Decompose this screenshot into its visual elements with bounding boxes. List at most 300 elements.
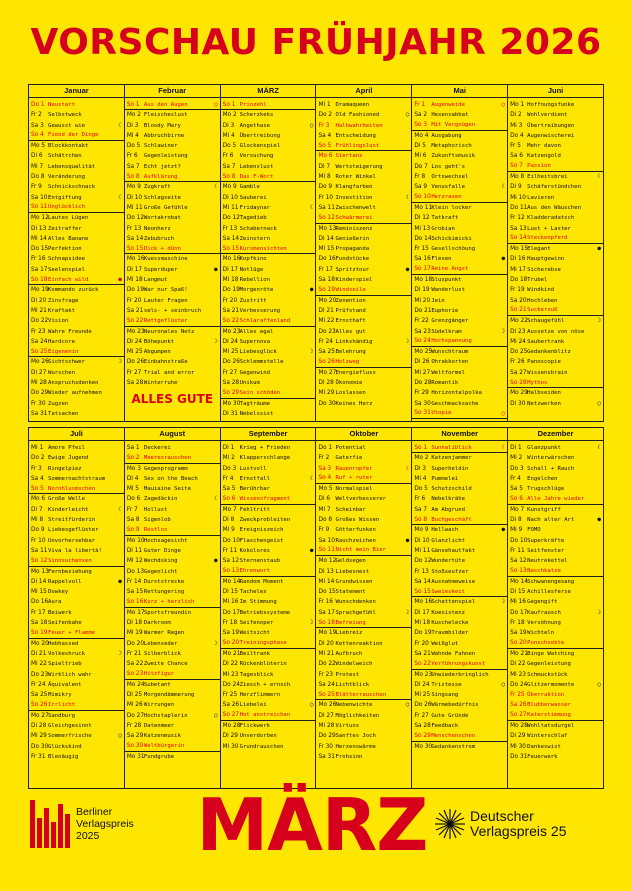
- day-row: [508, 285, 603, 295]
- day-word: Liebesnest: [335, 568, 370, 575]
- day-row: [508, 639, 603, 649]
- moon-phase-icon: ○: [214, 101, 218, 108]
- day-date: Do 31: [510, 753, 528, 760]
- day-date: Do 24: [510, 681, 528, 688]
- day-row: [221, 337, 316, 347]
- day-date: Di 24: [222, 338, 238, 345]
- moon-phase-icon: ☾: [405, 193, 410, 201]
- day-date: Mi 17: [510, 266, 526, 273]
- day-row: [221, 608, 316, 618]
- day-row: [221, 546, 316, 556]
- day-word: Hochsagesicht: [143, 537, 188, 544]
- day-row: [412, 742, 507, 752]
- day-word: Singsang: [431, 692, 459, 699]
- dvp-line-2: Verlagspreis 25: [470, 823, 567, 839]
- day-word: Warmer Regen: [143, 630, 185, 637]
- day-date: Mi 18: [414, 620, 431, 627]
- day-date: So 20: [510, 640, 527, 647]
- day-row: [508, 443, 603, 453]
- day-word: Wohltatsdurgel: [527, 723, 575, 730]
- moon-phase-icon: ○: [309, 121, 314, 129]
- day-word: Aus den Augen: [143, 101, 188, 108]
- day-date: Do 1: [318, 445, 333, 451]
- day-row: [221, 721, 316, 731]
- day-date: Mo 9: [414, 527, 429, 534]
- day-row: [412, 368, 507, 378]
- day-row: [316, 234, 411, 244]
- day-row: [125, 453, 220, 463]
- day-date: Di 3: [126, 122, 139, 129]
- day-row: [316, 306, 411, 316]
- month-column: [221, 428, 317, 788]
- day-word: Zweckprobleiten: [239, 517, 291, 524]
- day-word: Fundstücke: [335, 256, 370, 263]
- day-word: Schmuckstück: [527, 671, 568, 678]
- day-date: Fr 27: [126, 369, 142, 376]
- day-date: Sa 23: [414, 328, 431, 335]
- day-row: [316, 587, 411, 597]
- day-date: Mi 15: [318, 246, 335, 253]
- day-row: [221, 711, 316, 721]
- day-date: Do 25: [510, 349, 528, 356]
- day-date: Mo 24: [126, 681, 145, 688]
- day-date: Sa 31: [31, 410, 48, 417]
- day-row: [412, 151, 507, 161]
- day-date: Mo 4: [414, 132, 429, 139]
- day-date: Di 27: [318, 712, 334, 719]
- moon-phase-icon: ☾: [501, 444, 506, 451]
- day-word: Glanzlicht: [431, 537, 465, 544]
- day-row: [316, 525, 411, 535]
- day-row: [125, 700, 220, 710]
- moon-phase-icon: ●: [597, 516, 601, 524]
- day-word: Genießerin: [335, 235, 370, 242]
- day-row: [29, 378, 124, 388]
- day-row: [316, 659, 411, 669]
- day-word: Sigenlob: [143, 517, 171, 524]
- moon-phase-icon: ☽: [309, 348, 314, 356]
- day-date: Mi 18: [126, 277, 143, 284]
- day-date: Do 8: [31, 174, 45, 181]
- day-date: Sa 13: [510, 225, 527, 232]
- day-row: [125, 224, 220, 234]
- day-date: Sa 17: [31, 266, 48, 273]
- day-row: [508, 121, 603, 131]
- day-row: [508, 659, 603, 669]
- day-word: Naschkatze: [527, 568, 561, 575]
- day-word: Wechdsking: [143, 558, 178, 565]
- day-row: [508, 254, 603, 264]
- day-date: Do 12: [126, 215, 145, 222]
- day-date: Do 6: [126, 496, 141, 503]
- day-word: Tagedieb: [239, 215, 267, 222]
- moon-phase-icon: ☾: [501, 183, 506, 191]
- day-row: [412, 597, 507, 607]
- day-word: Rettgeflüster: [143, 317, 188, 324]
- day-date: Mo 6: [318, 153, 333, 160]
- day-date: Do 23: [31, 671, 49, 678]
- day-date: Mi 21: [31, 307, 47, 314]
- day-date: Di 24: [126, 338, 143, 345]
- day-word: Silberblick: [143, 650, 181, 657]
- day-date: Sa 11: [318, 204, 335, 211]
- day-date: Di 30: [510, 400, 526, 407]
- day-date: So 5: [318, 142, 332, 149]
- day-date: Mi 7: [31, 163, 44, 170]
- day-date: Do 19: [222, 287, 240, 294]
- day-date: Di 18: [126, 620, 143, 627]
- day-word: Hauptgewinn: [527, 256, 565, 263]
- day-row: [29, 224, 124, 234]
- day-word: Hot anstreichen: [239, 712, 291, 719]
- day-date: Do 5: [222, 143, 237, 150]
- day-word: Zenention: [335, 297, 366, 304]
- day-word: Zinsfrage: [48, 297, 79, 304]
- day-row: [221, 121, 316, 131]
- day-date: Fr 24: [31, 681, 46, 688]
- day-row: [316, 378, 411, 388]
- day-word: Seifenoper: [239, 620, 274, 627]
- day-word: Ausgabung: [431, 132, 462, 139]
- day-date: Di 13: [31, 225, 47, 232]
- day-row: [221, 224, 316, 234]
- moon-phase-icon: ☽: [214, 337, 218, 345]
- day-word: Steckenpferd: [527, 235, 568, 242]
- day-date: Mo 2: [222, 112, 237, 119]
- day-date: Mo 21: [510, 650, 528, 657]
- day-word: Gegenprogramm: [143, 465, 188, 472]
- day-row: [316, 357, 411, 367]
- day-row: [125, 151, 220, 161]
- day-row: [412, 464, 507, 474]
- day-row: [412, 721, 507, 731]
- day-row: [412, 131, 507, 141]
- day-word: Kettenreaktion: [335, 640, 383, 647]
- day-row: [412, 203, 507, 213]
- day-word: Schabernack: [239, 225, 277, 232]
- day-word: Rauenropfer: [335, 465, 373, 472]
- day-row: [412, 337, 507, 347]
- day-row: [221, 474, 316, 484]
- day-date: So 25: [318, 691, 335, 698]
- day-date: Fr 5: [510, 143, 521, 150]
- day-word: Normalspiel: [335, 486, 373, 493]
- day-row: [125, 121, 220, 131]
- day-row: [29, 494, 124, 504]
- day-row: [412, 639, 507, 649]
- day-row: [316, 316, 411, 326]
- day-word: Binge Watching: [527, 650, 575, 657]
- day-row: [125, 546, 220, 556]
- day-date: Fr 4: [222, 475, 234, 482]
- moon-phase-icon: ●: [118, 276, 122, 284]
- day-word: Roter Winkel: [335, 174, 376, 181]
- day-word: Prüfstand: [335, 307, 366, 314]
- day-row: [316, 474, 411, 484]
- day-row: [316, 618, 411, 628]
- day-date: Mo 5: [31, 143, 46, 150]
- day-word: Schlagseite: [143, 194, 181, 201]
- day-date: Fr 3: [318, 122, 330, 129]
- day-word: Volkeshruck: [48, 650, 86, 657]
- day-word: Glockenspiel: [239, 143, 281, 150]
- day-row: [125, 316, 220, 326]
- day-word: Statement: [335, 589, 366, 596]
- day-row: [29, 347, 124, 357]
- day-row: [125, 577, 220, 587]
- day-row: [29, 680, 124, 690]
- day-row: [508, 474, 603, 484]
- moon-phase-icon: ○: [405, 701, 410, 709]
- day-date: Mi 10: [510, 194, 526, 201]
- day-row: [508, 234, 603, 244]
- day-word: Schlawiner: [143, 143, 178, 150]
- day-word: Zeinstern: [239, 235, 270, 242]
- day-row: [221, 265, 316, 275]
- day-word: Holzweg: [335, 358, 360, 365]
- day-word: Weltbürgerin: [143, 743, 185, 750]
- day-word: Zweite Chance: [143, 661, 188, 668]
- day-date: Sa 1: [126, 445, 140, 451]
- day-date: Mi 2: [222, 455, 235, 462]
- day-date: Do 10: [510, 537, 528, 544]
- day-row: [316, 680, 411, 690]
- day-word: Ökonomie: [335, 380, 363, 387]
- day-date: Fr 16: [31, 256, 46, 263]
- day-word: Glückskind: [48, 743, 82, 750]
- day-word: Abgumpen: [143, 349, 171, 356]
- day-row: [29, 141, 124, 151]
- day-date: So 19: [31, 629, 48, 636]
- day-word: Sex on the Beach: [143, 475, 198, 482]
- day-word: Loslassen: [335, 390, 366, 397]
- day-row: [412, 515, 507, 525]
- day-row: [221, 525, 316, 535]
- day-word: Selbstweck: [48, 112, 82, 119]
- day-row: [125, 608, 220, 618]
- day-word: Vision: [48, 318, 69, 325]
- day-date: Di 3: [222, 122, 235, 129]
- day-word: Supernova: [239, 338, 270, 345]
- day-date: Di 28: [318, 380, 334, 387]
- day-word: Klein locker: [431, 204, 472, 211]
- moon-phase-icon: ●: [118, 577, 122, 585]
- day-date: Sa 14: [414, 578, 431, 585]
- day-date: Mo 7: [222, 506, 237, 513]
- day-date: Sa 19: [510, 630, 527, 637]
- day-date: Do 13: [126, 568, 145, 575]
- day-word: Gegengift: [527, 599, 558, 606]
- day-row: [412, 443, 507, 453]
- day-row: [508, 700, 603, 710]
- day-word: Scheinbar: [335, 506, 366, 513]
- day-row: [508, 752, 603, 762]
- day-date: Mi 6: [414, 153, 427, 160]
- day-date: Mi 22: [31, 661, 47, 668]
- day-date: Fr 28: [126, 723, 142, 730]
- day-row: [508, 484, 603, 494]
- day-date: Do 8: [318, 517, 333, 524]
- day-date: Di 22: [222, 661, 238, 668]
- day-date: Di 10: [126, 194, 143, 201]
- day-date: Mo 20: [31, 640, 49, 647]
- day-word: Trial and error: [143, 369, 195, 376]
- day-date: Di 25: [126, 692, 143, 699]
- day-word: Passion: [527, 163, 551, 170]
- day-word: Engelchen: [527, 475, 558, 482]
- day-row: [508, 141, 603, 151]
- day-row: [29, 742, 124, 752]
- day-row: [221, 443, 316, 453]
- day-word: Schnickschnack: [48, 184, 96, 191]
- day-date: Di 6: [31, 153, 43, 160]
- day-row: [316, 628, 411, 638]
- day-word: Perfektion: [48, 246, 82, 253]
- day-row: [125, 659, 220, 669]
- day-word: Zeitraffer: [48, 225, 82, 232]
- day-row: [508, 546, 603, 556]
- day-date: So 6: [222, 495, 236, 502]
- day-word: Abbruchbirne: [143, 132, 185, 139]
- day-word: Reminiszenz: [335, 225, 373, 232]
- day-word: Dowkey: [48, 589, 69, 596]
- day-date: Fr 11: [510, 547, 525, 554]
- day-word: Liebreiz: [335, 630, 363, 637]
- day-date: So 19: [318, 286, 335, 293]
- day-word: Wortakrobat: [143, 215, 181, 222]
- day-word: Grobian: [431, 225, 455, 232]
- day-word: Sprachgefühl: [335, 609, 376, 616]
- day-row: [221, 285, 316, 295]
- day-date: Do 2: [318, 112, 333, 119]
- day-date: So 11: [318, 547, 335, 554]
- day-word: Sein schöden: [239, 389, 281, 396]
- day-row: [221, 275, 316, 285]
- day-date: Fr 23: [318, 671, 333, 678]
- day-row: [412, 484, 507, 494]
- day-date: Di 23: [510, 328, 526, 335]
- day-row: [316, 484, 411, 494]
- day-word: Romantik: [431, 380, 459, 387]
- day-date: Do 27: [126, 712, 145, 719]
- day-date: Sa 20: [510, 297, 527, 304]
- day-date: Mi 4: [414, 475, 427, 482]
- day-row: [221, 628, 316, 638]
- day-date: So 24: [414, 338, 431, 345]
- day-word: Nach alter Art: [527, 517, 575, 524]
- day-word: Schätrchen: [48, 153, 82, 160]
- day-word: Unvorhersehbar: [48, 537, 96, 544]
- day-date: So 9: [126, 526, 140, 533]
- day-word: War nur Spaß!: [143, 287, 188, 294]
- bars-icon: [30, 800, 70, 848]
- day-word: Hochleben: [527, 297, 558, 304]
- day-date: Mi 1: [31, 445, 44, 451]
- day-word: Geldsegen: [335, 558, 366, 565]
- day-row: [29, 474, 124, 484]
- day-row: [29, 306, 124, 316]
- day-row: [412, 275, 507, 285]
- moon-phase-icon: ○: [597, 680, 601, 688]
- day-row: [508, 316, 603, 326]
- day-date: So 29: [222, 389, 240, 396]
- day-date: Mo 8: [510, 174, 525, 181]
- day-row: [508, 182, 603, 192]
- day-word: Spieltrieb: [48, 661, 82, 668]
- day-date: Di 10: [222, 194, 238, 201]
- day-date: Mi 30: [510, 743, 526, 750]
- day-date: Sa 7: [126, 163, 140, 170]
- day-word: Angethase: [239, 122, 270, 129]
- month-column: [125, 428, 221, 788]
- day-row: [125, 628, 220, 638]
- day-date: Di 17: [414, 609, 430, 616]
- day-date: Mo 13: [318, 225, 337, 232]
- day-row: [29, 275, 124, 285]
- month-name: September: [221, 428, 316, 441]
- day-row: [316, 597, 411, 607]
- day-row: [412, 265, 507, 275]
- moon-phase-icon: ○: [501, 101, 506, 108]
- day-row: [508, 151, 603, 161]
- day-word: Mimikry: [48, 692, 72, 699]
- day-date: Sa 21: [414, 650, 431, 657]
- day-row: [125, 368, 220, 378]
- day-row: [29, 409, 124, 419]
- day-date: Mo 16: [222, 256, 241, 263]
- day-date: Di 17: [222, 266, 238, 273]
- day-date: Fr 10: [318, 194, 333, 201]
- day-word: Kaufrausch: [527, 609, 561, 616]
- day-row: [316, 285, 411, 295]
- day-word: Sunnaliblick: [431, 444, 472, 451]
- day-date: So 1: [126, 101, 140, 108]
- day-word: Trugschlüge: [527, 486, 565, 493]
- day-row: [29, 597, 124, 607]
- day-date: So 1: [414, 444, 428, 451]
- day-row: [221, 536, 316, 546]
- day-date: Di 20: [31, 297, 47, 304]
- day-date: Do 17: [510, 609, 528, 616]
- month-column: [221, 85, 317, 421]
- day-date: Mi 25: [126, 349, 143, 356]
- day-word: Deckerei: [143, 445, 171, 451]
- day-row: [508, 742, 603, 752]
- day-row: [221, 409, 316, 419]
- day-row: [125, 337, 220, 347]
- day-date: Fr 15: [414, 246, 429, 253]
- day-word: Schall + Rauch: [527, 465, 575, 472]
- day-date: Do 20: [126, 640, 145, 647]
- day-date: So 27: [510, 712, 527, 719]
- moon-phase-icon: ●: [501, 255, 506, 263]
- day-row: [508, 515, 603, 525]
- day-date: So 29: [414, 732, 431, 739]
- day-date: Mo 19: [31, 287, 49, 294]
- day-date: So 13: [222, 568, 240, 575]
- day-row: [221, 327, 316, 337]
- day-date: Di 10: [414, 537, 430, 544]
- day-word: Windseile: [335, 286, 366, 293]
- day-date: Sa 4: [318, 132, 332, 139]
- day-word: Übertreibungen: [527, 122, 575, 129]
- day-row: [316, 742, 411, 752]
- day-date: So 2: [126, 454, 140, 461]
- day-row: [412, 505, 507, 515]
- day-date: Di 20: [318, 640, 334, 647]
- day-date: Sa 2: [414, 112, 428, 119]
- day-row: [29, 546, 124, 556]
